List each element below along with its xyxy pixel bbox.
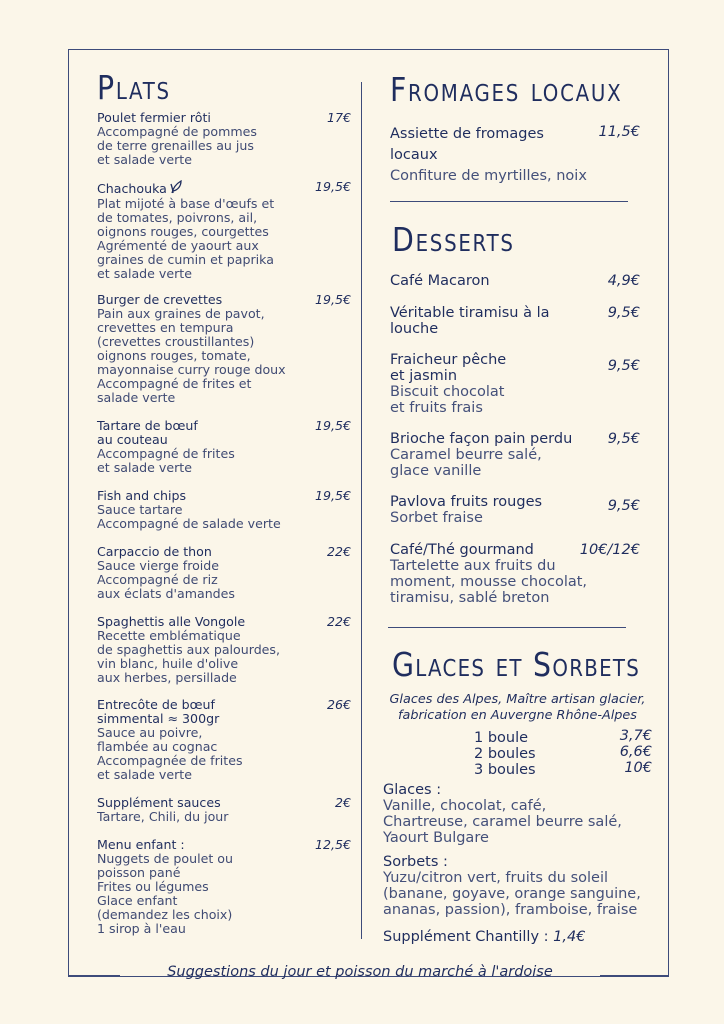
item-name: Pavlova fruits rouges [390, 494, 543, 510]
menu-item [390, 273, 640, 289]
item-name: Spaghettis alle Vongole [97, 614, 246, 629]
menu-item [97, 111, 351, 167]
glaces-section [383, 782, 673, 846]
item-desc: Tartare, Chili, du jour [97, 809, 229, 824]
boules-list [474, 730, 652, 778]
menu-item [97, 838, 351, 936]
menu-item [97, 796, 351, 824]
chantilly-line [383, 929, 673, 945]
item-name: Café Macaron [390, 273, 490, 289]
item-desc: Sorbet fraise [390, 510, 483, 526]
menu-item [390, 494, 640, 526]
menu-item [97, 180, 351, 281]
item-desc: Sauce tartare Accompagné de salade verte [97, 502, 281, 531]
menu-item [97, 615, 351, 685]
column-divider [361, 82, 362, 939]
item-desc: Pain aux graines de pavot, crevettes en tempura (crevettes croustillantes) oignons rouges, tomate, mayonnaise curry rouge doux Accompagné de frites et salade verte [97, 306, 286, 405]
item-price: 19,5€ [314, 418, 351, 433]
item-name: Entrecôte de bœuf simmental ≈ 300gr [97, 697, 220, 726]
footer-note: Suggestions du jour et poisson du marché à l'ardoise [167, 964, 553, 980]
item-name: Poulet fermier rôti [97, 110, 211, 125]
leaf-icon [170, 180, 182, 197]
menu-item [97, 545, 351, 601]
item-name: Tartare de bœuf au couteau [97, 418, 198, 447]
menu-item [390, 431, 640, 479]
item-price: 12,5€ [314, 837, 351, 852]
sorbets-list: Yuzu/citron vert, fruits du soleil (banane, goyave, orange sanguine, ananas, passion), framboise, fraise [383, 870, 641, 918]
glaces-subtitle: Glaces des Alpes, Maître artisan glacier, fabrication en Auvergne Rhône-Alpes [389, 692, 646, 723]
menu-item [97, 293, 351, 405]
item-name: Véritable tiramisu à la louche [390, 305, 550, 337]
section-divider [388, 627, 626, 628]
item-price: 22€ [326, 544, 351, 559]
item-desc: Biscuit chocolat et fruits frais [390, 384, 505, 416]
item-name: Fish and chips [97, 488, 187, 503]
boule-price: 3,7€ [619, 728, 652, 744]
item-desc: Plat mijoté à base d'œufs et de tomates, poivrons, ail, oignons rouges, courgettes Agrémenté de yaourt aux graines de cumin et paprika et salade verte [97, 196, 275, 281]
item-desc: Recette emblématique de spaghettis aux palourdes, vin blanc, huile d'olive aux herbes, persillade [97, 628, 280, 685]
boule-label: 3 boules [474, 762, 536, 778]
item-price: 4,9€ [607, 273, 640, 289]
item-desc: Confiture de myrtilles, noix [390, 168, 587, 184]
item-name: Carpaccio de thon [97, 544, 212, 559]
item-price: 9,5€ [607, 305, 640, 321]
sorbets-section [383, 854, 673, 918]
item-desc: Caramel beurre salé, glace vanille [390, 447, 542, 479]
section-divider [390, 201, 628, 202]
menu-item [390, 305, 640, 337]
item-desc: Sauce au poivre, flambée au cognac Accompagnée de frites et salade verte [97, 725, 243, 782]
item-price: 19,5€ [314, 292, 351, 307]
item-name: Supplément sauces [97, 795, 221, 810]
item-price: 22€ [326, 614, 351, 629]
item-price: 19,5€ [314, 179, 351, 194]
menu-item [390, 124, 640, 184]
item-desc: Sauce vierge froide Accompagné de riz aux éclats d'amandes [97, 558, 235, 601]
item-desc: Nuggets de poulet ou poisson pané Frites ou légumes Glace enfant (demandez les choix) 1 sirop à l'eau [97, 851, 233, 936]
menu-item [97, 698, 351, 782]
item-desc: Accompagné de pommes de terre grenailles au jus et salade verte [97, 124, 257, 167]
glaces-label: Glaces : [383, 782, 442, 798]
item-name: Menu enfant : [97, 837, 185, 852]
chantilly-price: 1,4€ [553, 929, 586, 945]
glaces-list: Vanille, chocolat, café, Chartreuse, caramel beurre salé, Yaourt Bulgare [383, 798, 622, 846]
footer-rule-right [600, 975, 669, 976]
item-price: 26€ [326, 697, 351, 712]
plats-title: Plats [97, 68, 171, 107]
boule-price: 10€ [624, 760, 652, 776]
item-name: Café/Thé gourmand [390, 542, 534, 558]
glaces-title: Glaces et Sorbets [392, 645, 641, 684]
desserts-title: Desserts [392, 220, 515, 259]
item-price: 9,5€ [607, 431, 640, 447]
menu-item [97, 489, 351, 531]
item-name: Assiette de fromages locaux [390, 126, 544, 163]
chantilly-label: Supplément Chantilly : [383, 929, 554, 945]
item-desc: Tartelette aux fruits du moment, mousse chocolat, tiramisu, sablé breton [390, 558, 588, 606]
menu-item [390, 352, 640, 416]
item-price: 10€/12€ [579, 542, 640, 558]
boule-label: 2 boules [474, 746, 536, 762]
item-desc: Accompagné de frites et salade verte [97, 446, 235, 475]
menu-item [390, 542, 640, 606]
boule-price: 6,6€ [619, 744, 652, 760]
boule-label: 1 boule [474, 730, 529, 746]
item-price: 19,5€ [314, 488, 351, 503]
item-price: 9,5€ [607, 358, 640, 374]
item-price: 2€ [334, 795, 351, 810]
item-price: 9,5€ [607, 498, 640, 514]
item-name: Fraicheur pêche et jasmin [390, 352, 507, 384]
item-name: Brioche façon pain perdu [390, 431, 573, 447]
item-price: 17€ [326, 110, 351, 125]
item-price: 11,5€ [598, 124, 640, 140]
item-name: Burger de crevettes [97, 292, 223, 307]
footer-rule-left [68, 975, 120, 976]
menu-item [97, 419, 351, 475]
sorbets-label: Sorbets : [383, 854, 448, 870]
item-name: Chachouka [97, 181, 167, 196]
boule-row [474, 762, 652, 778]
fromages-title: Fromages locaux [390, 70, 623, 109]
